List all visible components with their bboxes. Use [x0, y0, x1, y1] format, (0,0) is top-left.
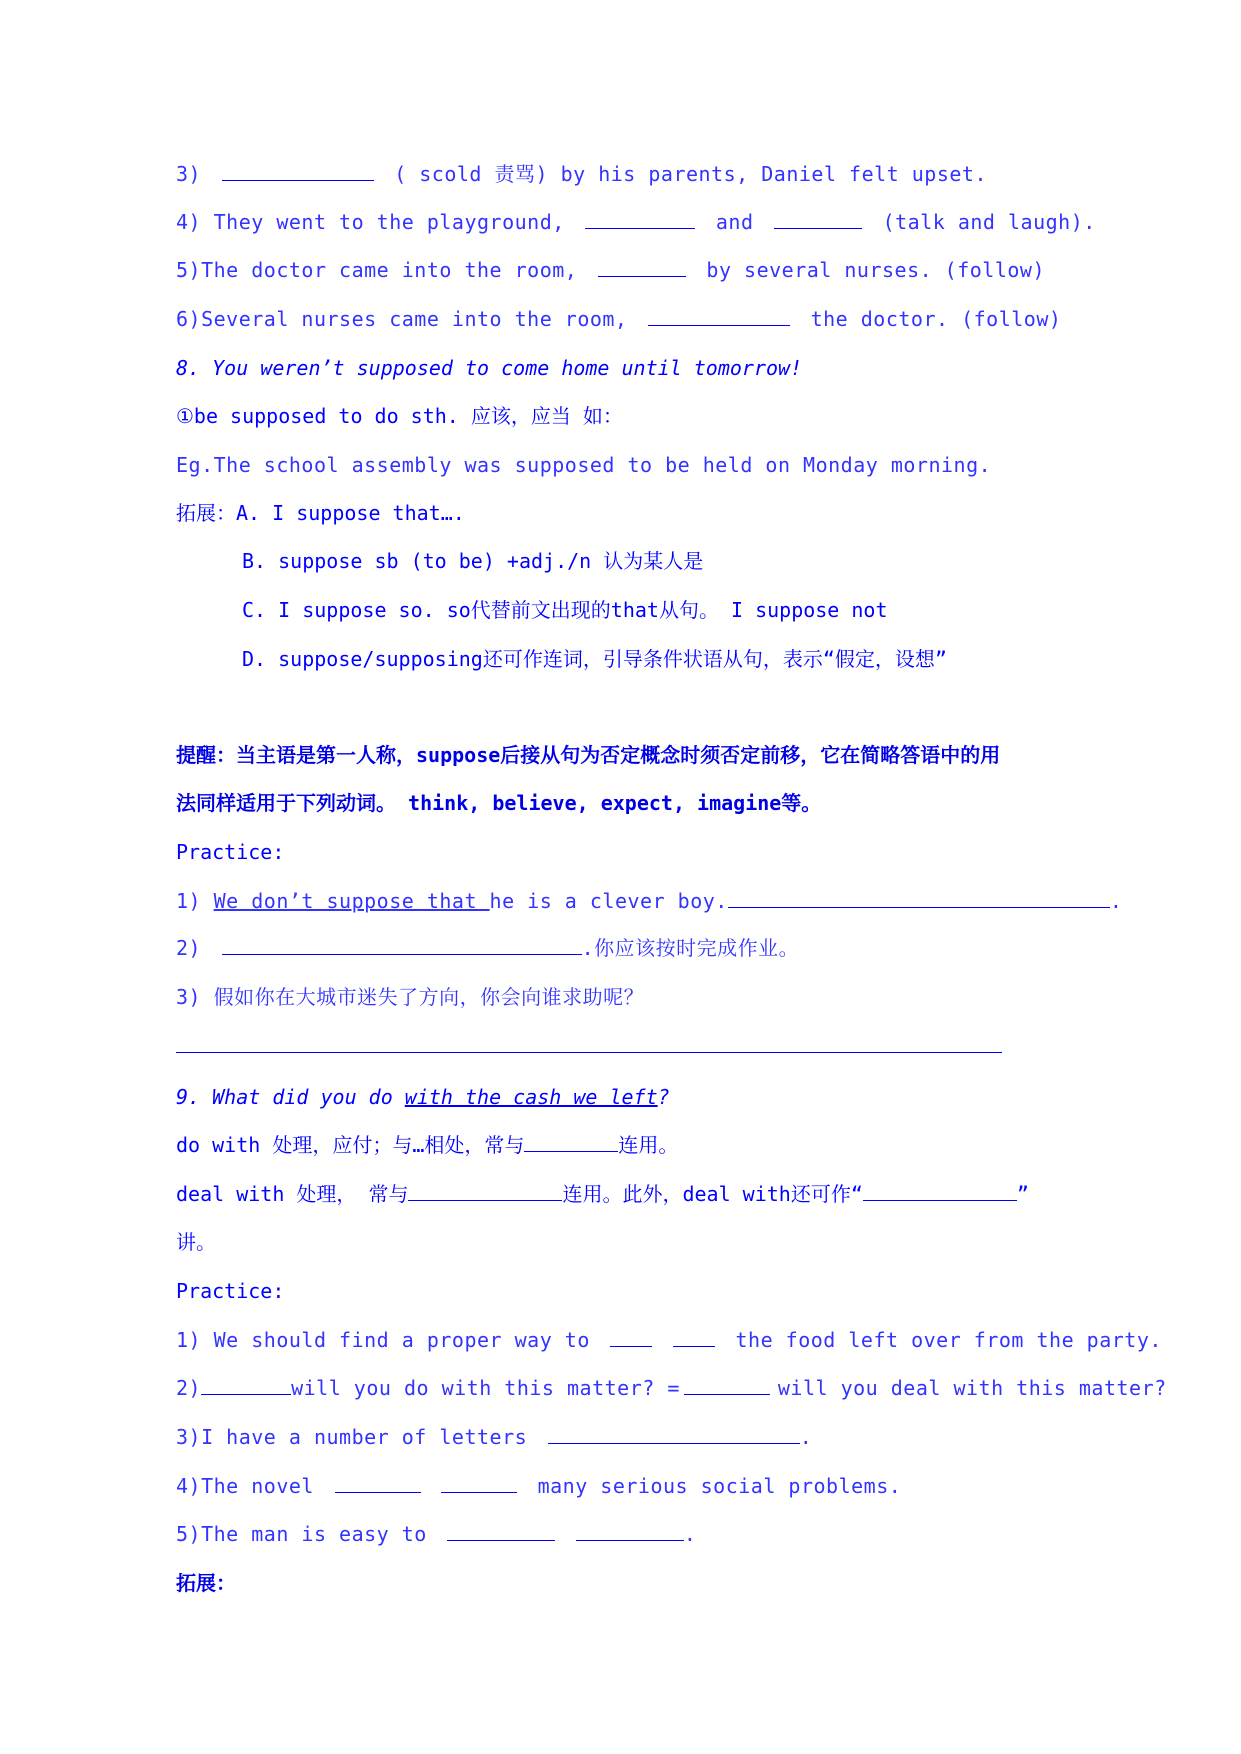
exercise-3-text: ( scold 责骂) by his parents, Daniel felt upset. [394, 162, 987, 186]
practice-2-item-4 [176, 1472, 901, 1500]
blank[interactable] [673, 1326, 715, 1347]
item-period: . [1109, 889, 1123, 913]
item-text-2: the food left over from the party. [735, 1328, 1162, 1352]
exercise-4-and: and [715, 210, 754, 234]
practice-heading-1: Practice: [176, 840, 285, 864]
exercise-3 [176, 160, 987, 188]
exercise-6-text: 6)Several nurses came into the room, [176, 307, 628, 331]
blank[interactable] [548, 1423, 800, 1444]
practice-2-item-1 [176, 1326, 1162, 1354]
example-sentence: Eg.The school assembly was supposed to be held on Monday morning. [176, 453, 992, 477]
exercise-6 [176, 305, 1061, 333]
blank[interactable] [222, 160, 374, 181]
extension-b: B. suppose sb (to be) +adj./n 认为某人是 [242, 549, 704, 573]
deal-with-note [176, 1180, 1029, 1208]
do-with-text: do with 处理，应付；与…相处，常与 [176, 1133, 525, 1157]
practice-2-item-2 [176, 1374, 1167, 1402]
item-text-2: many serious social problems. [537, 1474, 902, 1498]
blank[interactable] [335, 1472, 421, 1493]
reminder-line-2: 法同样适用于下列动词。 think, believe, expect, imagine等。 [176, 791, 822, 815]
practice-1-item-2 [176, 934, 799, 962]
item-text-2: will you deal with this matter? [777, 1376, 1167, 1400]
exercise-4 [176, 208, 1096, 236]
item-number: 2) [176, 936, 202, 960]
heading-8: 8. You weren’t supposed to come home until tomorrow! [176, 356, 803, 380]
item-text: 3)I have a number of letters [176, 1425, 528, 1449]
practice-2-item-3 [176, 1423, 812, 1451]
item-period: . [683, 1522, 697, 1546]
exercise-5-text: 5)The doctor came into the room, [176, 258, 578, 282]
practice-2-item-5 [176, 1520, 696, 1548]
item-text: he is a clever boy. [489, 889, 728, 913]
practice-1-item-1 [176, 887, 1122, 915]
exercise-4-hint: (talk and laugh). [882, 210, 1096, 234]
blank[interactable] [222, 934, 582, 955]
blank[interactable] [598, 256, 686, 277]
blank[interactable] [648, 305, 790, 326]
extension-a: 拓展：A. I suppose that…. [176, 501, 465, 525]
exercise-6-hint: the doctor. (follow) [810, 307, 1062, 331]
blank[interactable] [408, 1180, 562, 1201]
blank[interactable] [576, 1520, 684, 1541]
exercise-4-text: 4) They went to the playground, [176, 210, 565, 234]
deal-with-text: deal with 处理， 常与 [176, 1182, 409, 1206]
practice-1-item-3: 3) 假如你在大城市迷失了方向，你会向谁求助呢？ [176, 985, 645, 1009]
item-number: 1) [176, 889, 202, 913]
deal-with-note-cont: 讲。 [176, 1230, 216, 1254]
be-supposed-note: ①be supposed to do sth. 应该，应当 如： [176, 404, 623, 428]
item-text: 5)The man is easy to [176, 1522, 427, 1546]
deal-with-text-2: 连用。此外，deal with还可作“ [562, 1182, 863, 1206]
extension-final: 拓展： [176, 1571, 236, 1595]
deal-with-quote: ” [1016, 1182, 1029, 1206]
blank[interactable] [524, 1131, 618, 1152]
item-text: 1) We should find a proper way to [176, 1328, 590, 1352]
item-number: 2) [176, 1376, 202, 1400]
blank[interactable] [610, 1326, 652, 1347]
blank[interactable] [201, 1374, 291, 1395]
blank[interactable] [774, 208, 862, 229]
exercise-5-hint: by several nurses. (follow) [706, 258, 1046, 282]
heading-9-underlined: with the cash we left [404, 1085, 658, 1109]
item-text: 4)The novel [176, 1474, 314, 1498]
underlined-phrase: We don’t suppose that [213, 889, 490, 913]
blank[interactable] [441, 1472, 517, 1493]
blank[interactable] [863, 1180, 1017, 1201]
heading-9-text: 9. What did you do [176, 1085, 405, 1109]
exercise-3-number: 3) [176, 162, 202, 186]
blank[interactable] [447, 1520, 555, 1541]
do-with-note [176, 1131, 678, 1159]
heading-9 [176, 1083, 670, 1111]
do-with-end: 连用。 [618, 1133, 679, 1157]
item-text: will you do with this matter? = [291, 1376, 680, 1400]
item-text: .你应该按时完成作业。 [581, 936, 800, 960]
extension-c: C. I suppose so. so代替前文出现的that从句。 I suppose not [242, 598, 888, 622]
heading-9-end: ? [657, 1085, 670, 1109]
blank[interactable] [585, 208, 695, 229]
answer-line[interactable] [176, 1052, 1002, 1053]
blank[interactable] [728, 887, 1110, 908]
extension-d: D. suppose/supposing还可作连词，引导条件状语从句，表示“假定，设想” [242, 647, 947, 671]
item-period: . [799, 1425, 813, 1449]
blank[interactable] [684, 1374, 770, 1395]
practice-heading-2: Practice: [176, 1279, 285, 1303]
reminder-line-1: 提醒：当主语是第一人称，suppose后接从句为否定概念时须否定前移，它在简略答语中的用 [176, 743, 1001, 767]
exercise-5 [176, 256, 1045, 284]
